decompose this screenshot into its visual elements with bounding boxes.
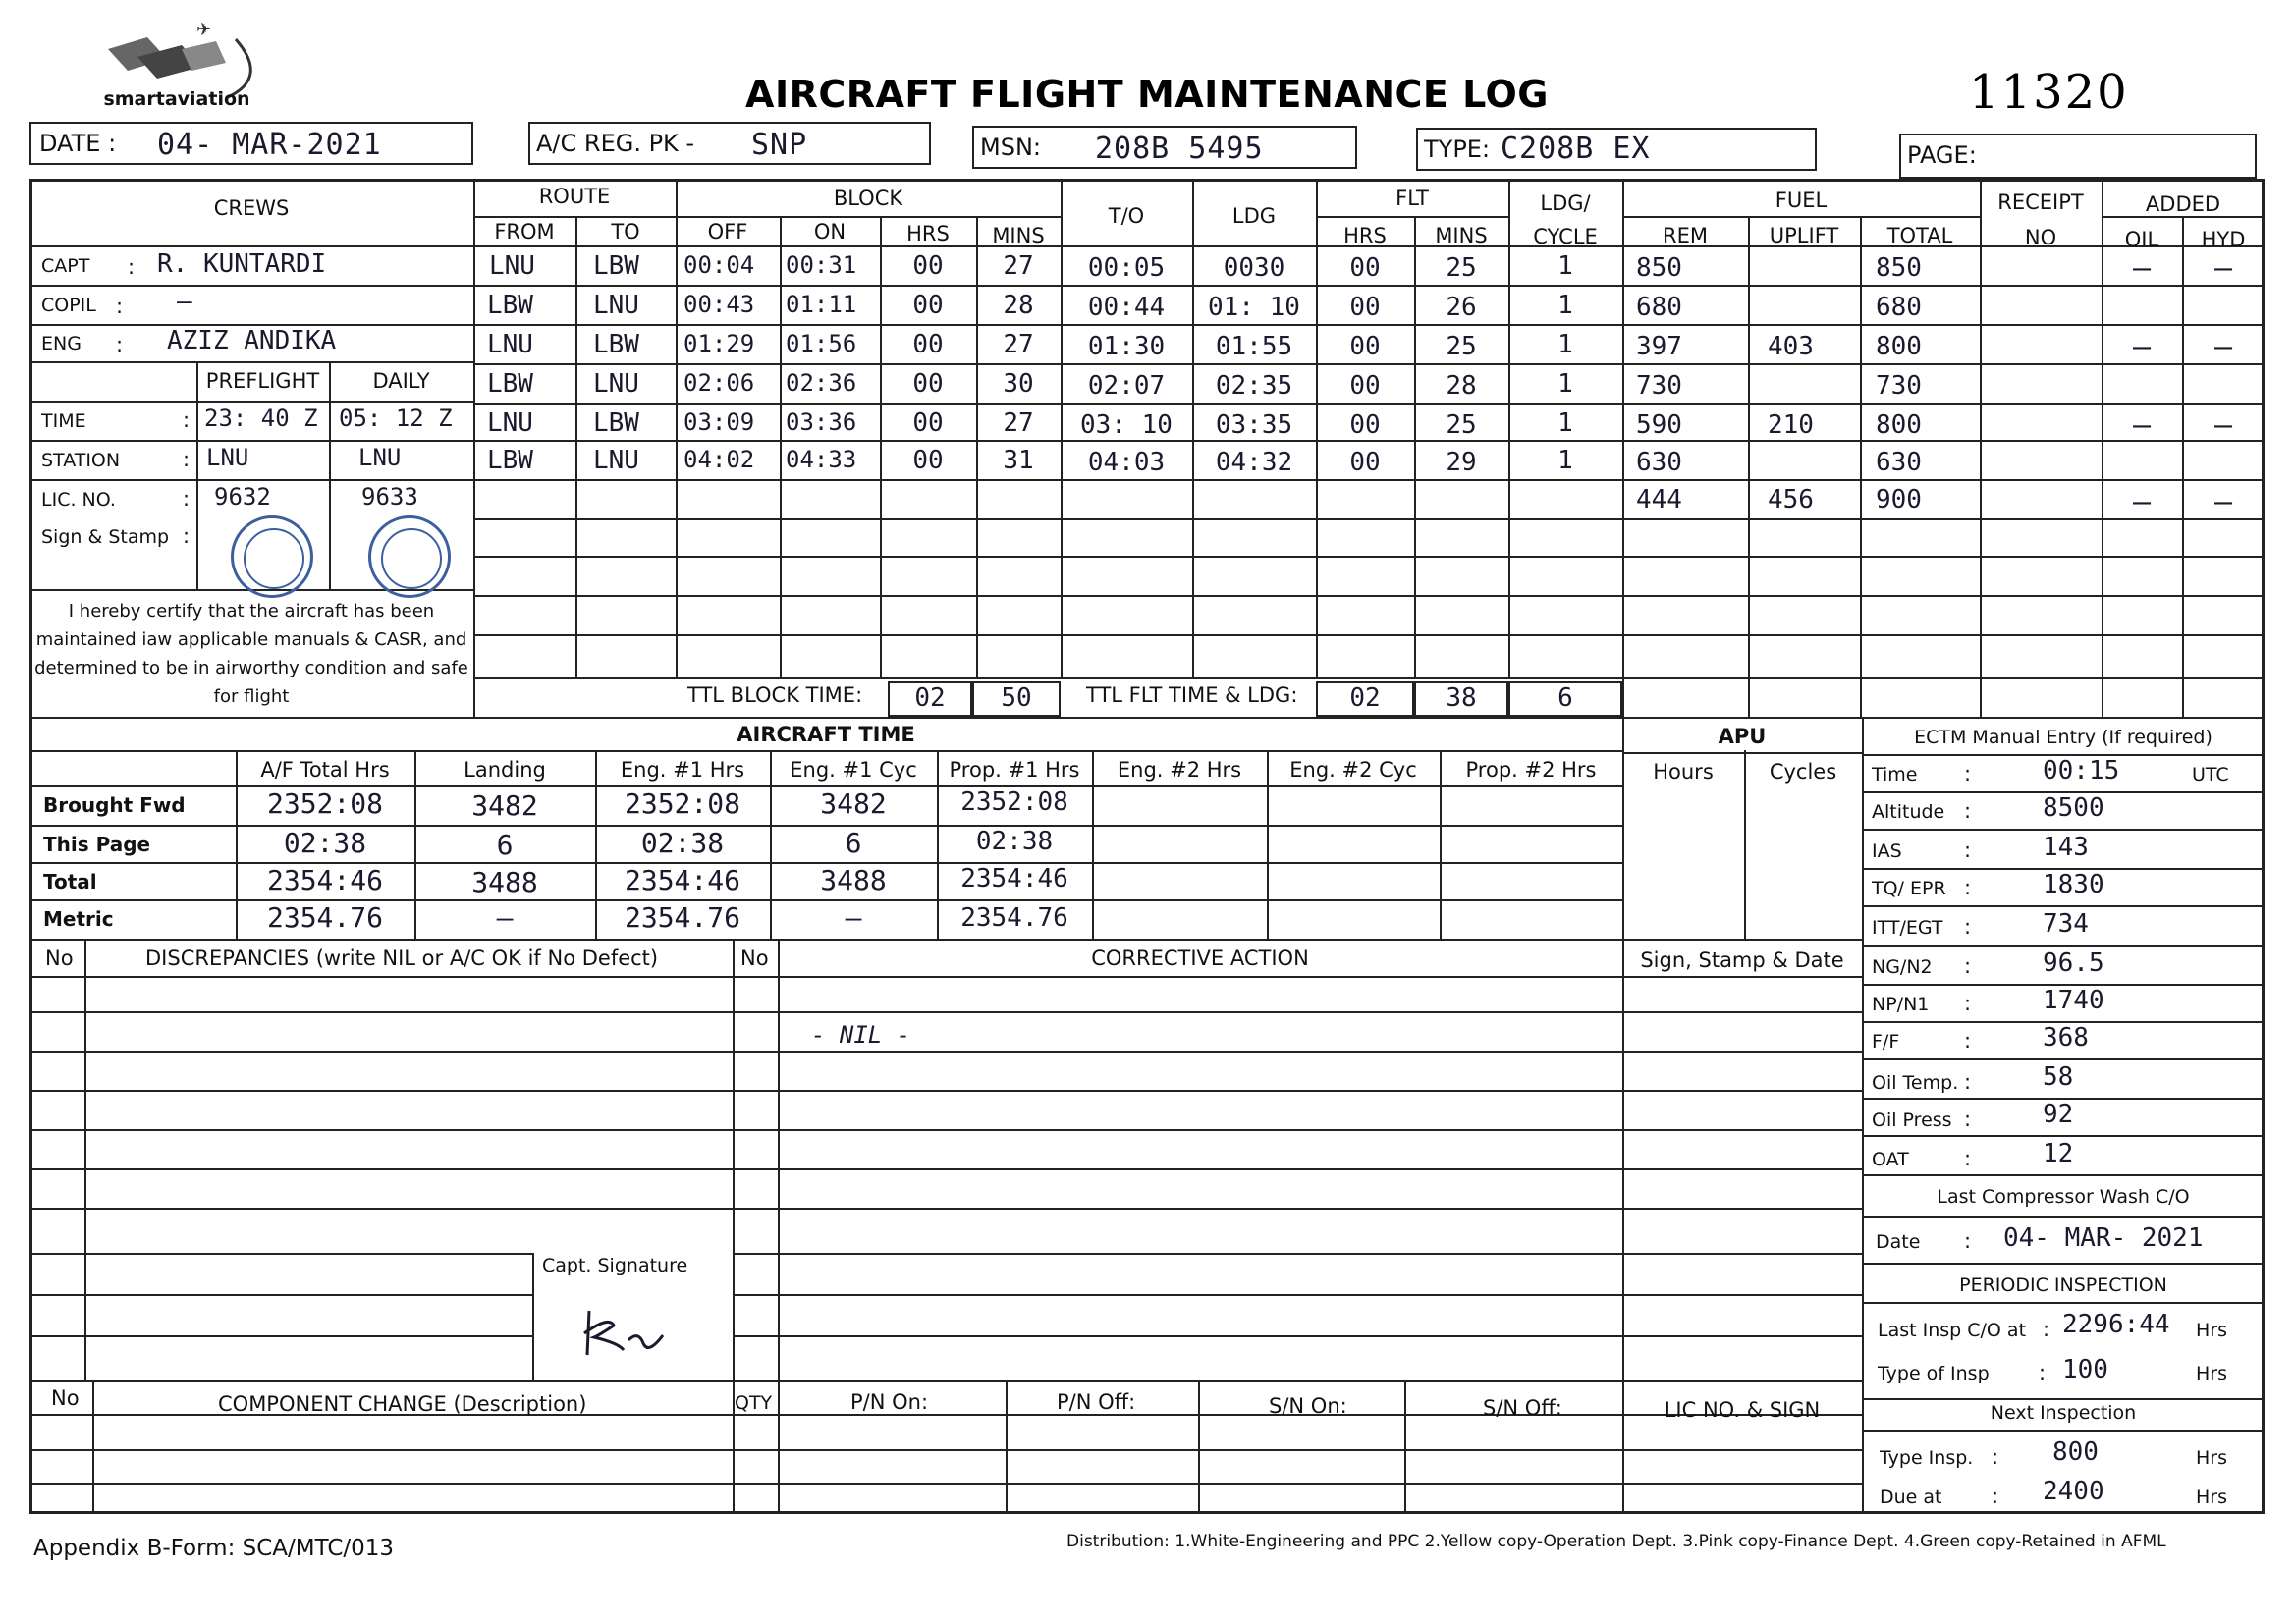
last-insp-label: Last Insp C/O at xyxy=(1878,1320,2027,1341)
sn-off-header: S/N Off: xyxy=(1483,1396,1562,1420)
col-eng2-hrs: Eng. #2 Hrs xyxy=(1117,758,1242,782)
ttl-block-mins: 50 xyxy=(1001,683,1032,713)
component-change-header: COMPONENT CHANGE (Description) xyxy=(218,1392,587,1416)
sign-stamp-date-header: Sign, Stamp & Date xyxy=(1640,948,1844,972)
lic-daily: 9633 xyxy=(361,483,418,511)
type-value: C208B EX xyxy=(1501,132,1651,166)
discrepancies-header: DISCREPANCIES (write NIL or A/C OK if No Defect) xyxy=(145,947,659,970)
oil-header: OIL xyxy=(2124,228,2159,251)
col-landing: Landing xyxy=(464,758,546,782)
uplift-header: UPLIFT xyxy=(1769,224,1839,247)
sn-on-header: S/N On: xyxy=(1269,1394,1347,1418)
distribution-text: Distribution: 1.White-Engineering and PPC 2.Yellow copy-Operation Dept. 3.Pink copy-Finance Dept. 4.Green copy-Retained in AFML xyxy=(1066,1532,2166,1551)
last-insp-value: 2296:44 xyxy=(2062,1310,2170,1339)
type-label: TYPE: xyxy=(1424,135,1491,163)
lic-sign-header: LIC NO. & SIGN xyxy=(1664,1398,1821,1422)
wash-date-value: 04- MAR- 2021 xyxy=(2003,1223,2204,1253)
ttl-flt-hrs: 02 xyxy=(1349,683,1381,713)
date-label: DATE : xyxy=(39,130,117,157)
flt-mins-header: MINS xyxy=(1435,224,1488,247)
appendix-text: Appendix B-Form: SCA/MTC/013 xyxy=(33,1536,395,1561)
last-insp-unit: Hrs xyxy=(2196,1320,2227,1341)
ttl-block-hrs: 02 xyxy=(914,683,946,713)
col-eng2-cyc: Eng. #2 Cyc xyxy=(1289,758,1417,782)
total-header: TOTAL xyxy=(1886,224,1953,247)
fuel-header: FUEL xyxy=(1775,189,1828,212)
rem-header: REM xyxy=(1663,224,1708,247)
hyd-header: HYD xyxy=(2201,228,2246,251)
type-insp-value: 100 xyxy=(2062,1355,2108,1384)
block-hrs-header: HRS xyxy=(906,222,950,245)
corrective-action-value: - NIL - xyxy=(811,1021,911,1049)
flt-header: FLT xyxy=(1395,187,1429,210)
compressor-wash-title: Last Compressor Wash C/O xyxy=(1937,1186,2190,1208)
added-header: ADDED xyxy=(2145,192,2221,216)
capt-name: R. KUNTARDI xyxy=(157,249,327,279)
sign-stamp-label: Sign & Stamp xyxy=(41,526,170,548)
capt-signature-label: Capt. Signature xyxy=(542,1255,688,1276)
col-prop1-hrs: Prop. #1 Hrs xyxy=(949,758,1080,782)
on-header: ON xyxy=(813,220,847,244)
apu-hours: Hours xyxy=(1653,760,1714,784)
ectm-title: ECTM Manual Entry (If required) xyxy=(1914,727,2212,748)
captain-signature xyxy=(570,1296,678,1365)
date-value: 04- MAR-2021 xyxy=(157,128,382,162)
due-at-unit: Hrs xyxy=(2196,1487,2227,1508)
qty-header: QTY xyxy=(735,1392,773,1414)
pn-on-header: P/N On: xyxy=(850,1390,929,1414)
wash-date-label: Date xyxy=(1876,1231,1921,1253)
msn-label: MSN: xyxy=(980,134,1041,161)
receipt-no-header: NO xyxy=(2024,226,2057,249)
ldg-header: LDG xyxy=(1231,204,1277,228)
flt-hrs-header: HRS xyxy=(1343,224,1387,247)
preflight-stamp xyxy=(231,515,313,598)
svg-text:✈: ✈ xyxy=(196,20,212,40)
apu-title: APU xyxy=(1718,725,1767,748)
ttl-ldg: 6 xyxy=(1557,683,1573,713)
msn-value: 208B 5495 xyxy=(1095,132,1264,166)
corr-no-header: No xyxy=(740,947,769,970)
to-time-header: T/O xyxy=(1108,204,1145,228)
col-af-total: A/F Total Hrs xyxy=(260,758,390,782)
time-preflight: 23: 40 Z xyxy=(204,405,318,432)
due-at-value: 2400 xyxy=(2043,1477,2104,1506)
copil-name: — xyxy=(177,287,192,316)
crews-header: CREWS xyxy=(213,196,290,220)
capt-label: CAPT xyxy=(41,255,90,277)
time-daily: 05: 12 Z xyxy=(339,405,453,432)
ldg-cycle-header: LDG/ CYCLE xyxy=(1533,191,1598,248)
ttl-flt-mins: 38 xyxy=(1446,683,1477,713)
lic-preflight: 9632 xyxy=(214,483,271,511)
comp-no-header: No xyxy=(51,1386,80,1410)
col-prop2-hrs: Prop. #2 Hrs xyxy=(1465,758,1597,782)
ttl-flt-label: TTL FLT TIME & LDG: xyxy=(1086,683,1298,707)
corrective-action-header: CORRECTIVE ACTION xyxy=(1091,947,1309,970)
lic-label: LIC. NO. xyxy=(41,489,116,511)
eng-name: AZIZ ANDIKA xyxy=(167,326,337,355)
next-inspection-title: Next Inspection xyxy=(1990,1402,2137,1424)
next-type-unit: Hrs xyxy=(2196,1447,2227,1469)
route-header: ROUTE xyxy=(538,185,611,208)
preflight-header: PREFLIGHT xyxy=(205,369,320,393)
type-insp-label: Type of Insp xyxy=(1878,1363,1990,1384)
type-insp-unit: Hrs xyxy=(2196,1363,2227,1384)
ttl-block-label: TTL BLOCK TIME: xyxy=(687,683,863,707)
to-header: TO xyxy=(611,220,640,244)
page-label: PAGE: xyxy=(1907,141,1977,169)
periodic-inspection-title: PERIODIC INSPECTION xyxy=(1959,1274,2167,1296)
block-header: BLOCK xyxy=(833,187,903,210)
logo-brand: smartaviation xyxy=(103,88,250,110)
reg-label: A/C REG. PK - xyxy=(536,130,695,157)
aircraft-time-title: AIRCRAFT TIME xyxy=(737,723,915,746)
form-title: AIRCRAFT FLIGHT MAINTENANCE LOG xyxy=(745,73,1549,116)
time-label: TIME xyxy=(41,410,86,432)
next-type-label: Type Insp. xyxy=(1880,1447,1974,1469)
daily-stamp xyxy=(368,515,451,598)
pn-off-header: P/N Off: xyxy=(1057,1390,1136,1414)
next-type-value: 800 xyxy=(2052,1437,2099,1467)
apu-cycles: Cycles xyxy=(1769,760,1837,784)
certification-text: I hereby certify that the aircraft has been maintained iaw applicable manuals & CASR, and determined to be in airworthy condition and safe for flight xyxy=(34,601,468,707)
off-header: OFF xyxy=(707,220,748,244)
station-preflight: LNU xyxy=(206,444,249,471)
block-mins-header: MINS xyxy=(992,224,1045,247)
reg-value: SNP xyxy=(751,128,808,162)
receipt-header: RECEIPT xyxy=(1997,190,2084,214)
station-daily: LNU xyxy=(358,444,402,471)
station-label: STATION xyxy=(41,450,121,471)
col-eng1-cyc: Eng. #1 Cyc xyxy=(790,758,917,782)
col-eng1-hrs: Eng. #1 Hrs xyxy=(620,758,745,782)
due-at-label: Due at xyxy=(1880,1487,1942,1508)
copil-label: COPIL xyxy=(41,295,96,316)
disc-no-header: No xyxy=(45,947,74,970)
eng-label: ENG xyxy=(41,333,82,354)
daily-header: DAILY xyxy=(372,369,430,393)
form-serial-number: 11320 xyxy=(1969,65,2129,120)
from-header: FROM xyxy=(494,220,555,244)
